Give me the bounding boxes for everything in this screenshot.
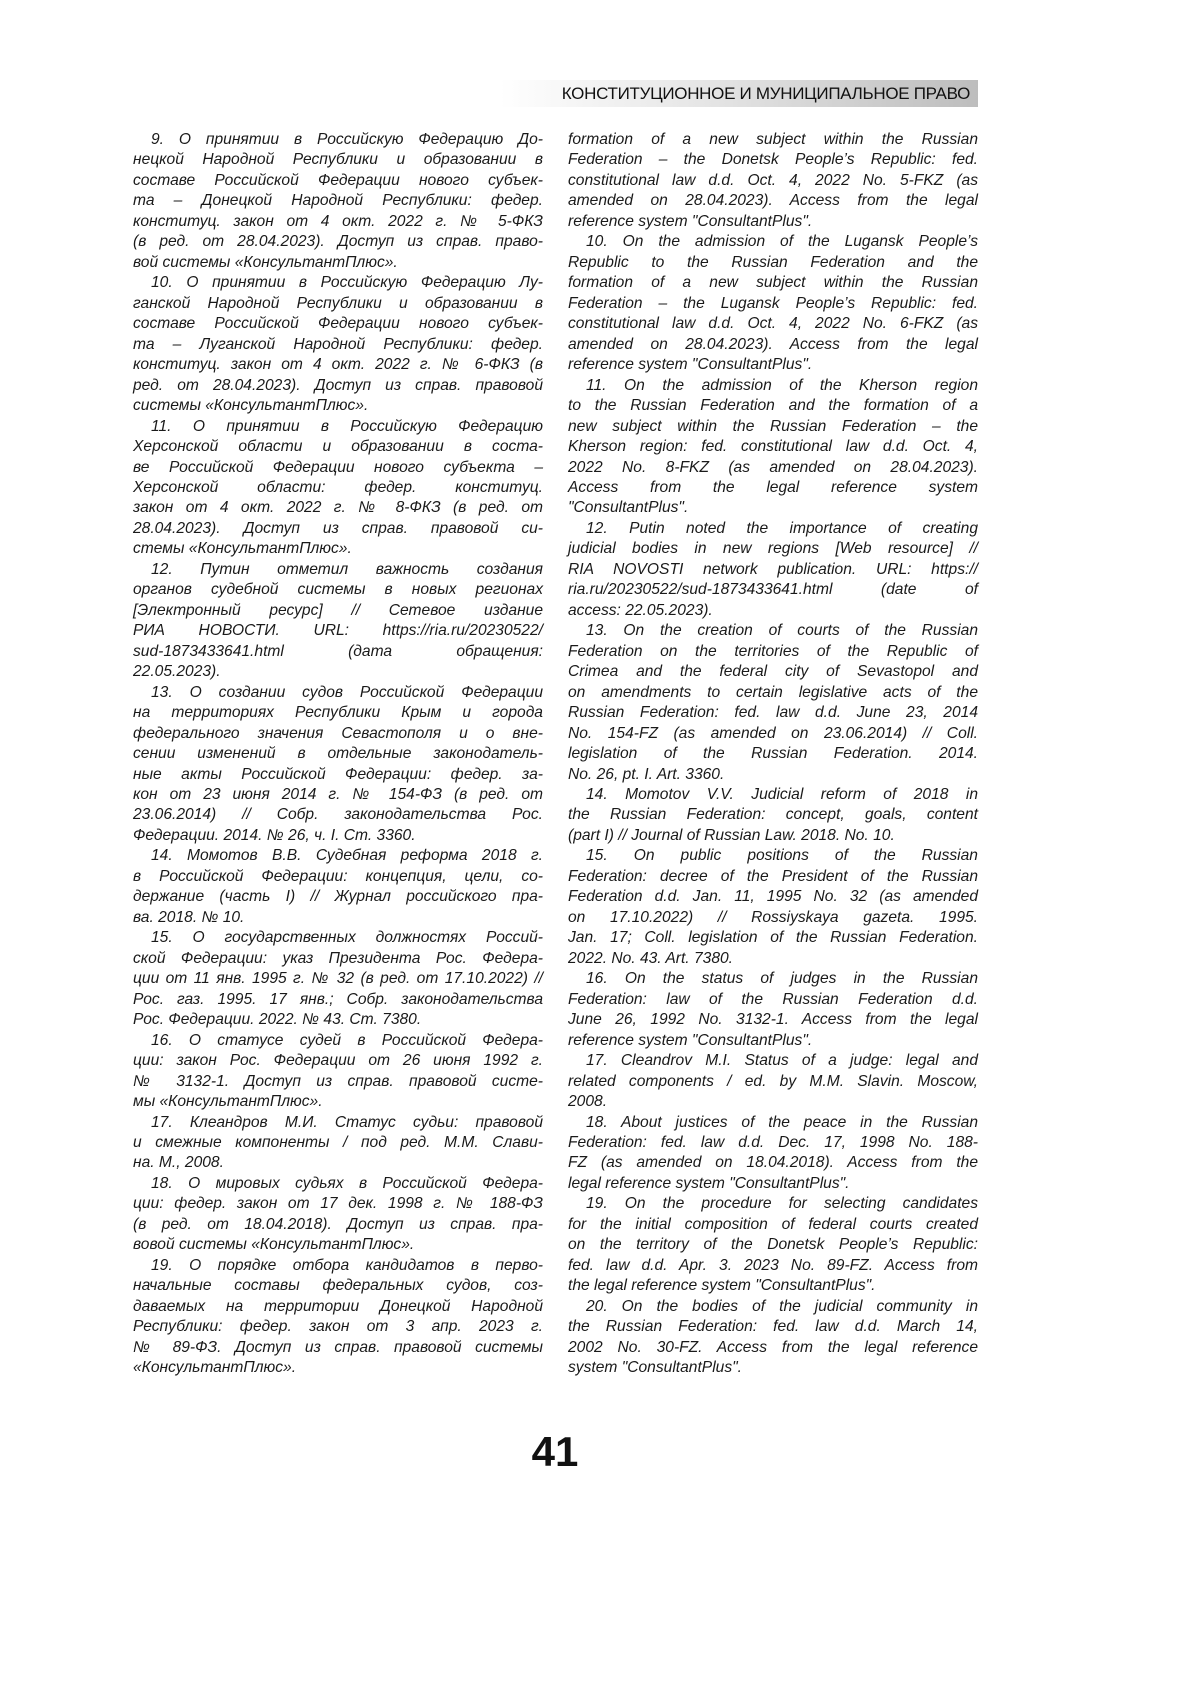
reference-line: Federation – the Lugansk People’s Republic: fed. bbox=[568, 294, 978, 314]
reference-line: держание (часть I) // Журнал российского пра- bbox=[133, 887, 543, 907]
reference-entry bbox=[133, 1113, 543, 1174]
reference-line: Республики: федер. закон от 3 апр. 2023 г. bbox=[133, 1317, 543, 1337]
reference-entry bbox=[568, 232, 978, 375]
reference-line: (в ред. от 28.04.2023). Доступ из справ. право- bbox=[133, 232, 543, 252]
reference-line: та – Луганской Народной Республики: федер. bbox=[133, 335, 543, 355]
reference-line: 11. On the admission of the Kherson region bbox=[568, 376, 978, 396]
reference-line: 22.05.2023). bbox=[133, 662, 543, 682]
reference-line: on 17.10.2022) // Rossiyskaya gazeta. 1995. bbox=[568, 908, 978, 928]
reference-line: ные акты Российской Федерации: федер. за- bbox=[133, 765, 543, 785]
reference-line: конституц. закон от 4 окт. 2022 г. № 5-ФКЗ bbox=[133, 212, 543, 232]
reference-entry bbox=[133, 1256, 543, 1379]
reference-line: reference system "ConsultantPlus". bbox=[568, 212, 978, 232]
reference-line: ria.ru/20230522/sud-1873433641.html (date of bbox=[568, 580, 978, 600]
reference-line: system "ConsultantPlus". bbox=[568, 1358, 978, 1378]
reference-line: 13. О создании судов Российской Федерации bbox=[133, 683, 543, 703]
reference-line: fed. law d.d. Apr. 3. 2023 No. 89-FZ. Access from bbox=[568, 1256, 978, 1276]
reference-line: amended on 28.04.2023). Access from the legal bbox=[568, 335, 978, 355]
reference-line: [Электронный ресурс] // Сетевое издание bbox=[133, 601, 543, 621]
reference-line: to the Russian Federation and the formation of a bbox=[568, 396, 978, 416]
reference-line: constitutional law d.d. Oct. 4, 2022 No. 5-FKZ (as bbox=[568, 171, 978, 191]
reference-line: 10. On the admission of the Lugansk People’s bbox=[568, 232, 978, 252]
reference-line: Jan. 17; Coll. legislation of the Russian Federation. bbox=[568, 928, 978, 948]
reference-line: № 89-ФЗ. Доступ из справ. правовой системы bbox=[133, 1338, 543, 1358]
reference-line: № 3132-1. Доступ из справ. правовой систе- bbox=[133, 1072, 543, 1092]
reference-line: 23.06.2014) // Собр. законодательства Рос. bbox=[133, 805, 543, 825]
reference-line: Federation: fed. law d.d. Dec. 17, 1998 No. 188- bbox=[568, 1133, 978, 1153]
reference-line: formation of a new subject within the Russian bbox=[568, 273, 978, 293]
reference-line: "ConsultantPlus". bbox=[568, 498, 978, 518]
reference-line: (в ред. от 18.04.2018). Доступ из справ. пра- bbox=[133, 1215, 543, 1235]
reference-line: 17. Клеандров М.И. Статус судьи: правовой bbox=[133, 1113, 543, 1133]
reference-line: 13. On the creation of courts of the Russian bbox=[568, 621, 978, 641]
reference-line: 16. On the status of judges in the Russian bbox=[568, 969, 978, 989]
reference-line: the legal reference system "ConsultantPlus". bbox=[568, 1276, 978, 1296]
reference-line: new subject within the Russian Federation – the bbox=[568, 417, 978, 437]
reference-line: Federation on the territories of the Republic of bbox=[568, 642, 978, 662]
reference-line: Access from the legal reference system bbox=[568, 478, 978, 498]
reference-entry bbox=[568, 969, 978, 1051]
reference-line: 18. О мировых судьях в Российской Федера- bbox=[133, 1174, 543, 1194]
reference-line: Russian Federation: fed. law d.d. June 23, 2014 bbox=[568, 703, 978, 723]
reference-line: ве Российской Федерации нового субъекта – bbox=[133, 458, 543, 478]
reference-line: 19. On the procedure for selecting candidates bbox=[568, 1194, 978, 1214]
reference-entry bbox=[133, 928, 543, 1030]
reference-line: 10. О принятии в Российскую Федерацию Лу- bbox=[133, 273, 543, 293]
reference-line: 17. Cleandrov M.I. Status of a judge: legal and bbox=[568, 1051, 978, 1071]
reference-entry bbox=[568, 130, 978, 232]
reference-entry bbox=[568, 1194, 978, 1296]
reference-entry bbox=[133, 846, 543, 928]
reference-line: 15. On public positions of the Russian bbox=[568, 846, 978, 866]
reference-line: 12. Путин отметил важность создания bbox=[133, 560, 543, 580]
reference-line: the Russian Federation: concept, goals, content bbox=[568, 805, 978, 825]
reference-line: 16. О статусе судей в Российской Федера- bbox=[133, 1031, 543, 1051]
reference-line: legislation of the Russian Federation. 2014. bbox=[568, 744, 978, 764]
reference-line: RIA NOVOSTI network publication. URL: https:// bbox=[568, 560, 978, 580]
reference-line: June 26, 1992 No. 3132-1. Access from the legal bbox=[568, 1010, 978, 1030]
reference-line: Херсонской области и образовании в соста- bbox=[133, 437, 543, 457]
reference-line: составе Российской Федерации нового субъек- bbox=[133, 171, 543, 191]
reference-line: 11. О принятии в Российскую Федерацию bbox=[133, 417, 543, 437]
reference-entry bbox=[568, 1113, 978, 1195]
reference-line: вой системы «КонсультантПлюс». bbox=[133, 253, 543, 273]
reference-line: No. 154-FZ (as amended on 23.06.2014) // Coll. bbox=[568, 724, 978, 744]
reference-line: 18. About justices of the peace in the Russian bbox=[568, 1113, 978, 1133]
reference-entry bbox=[568, 519, 978, 621]
reference-line: for the initial composition of federal courts created bbox=[568, 1215, 978, 1235]
reference-line: стемы «КонсультантПлюс». bbox=[133, 539, 543, 559]
reference-line: Republic to the Russian Federation and the bbox=[568, 253, 978, 273]
reference-line: (part I) // Journal of Russian Law. 2018. No. 10. bbox=[568, 826, 978, 846]
reference-line: 2008. bbox=[568, 1092, 978, 1112]
reference-entry bbox=[568, 1051, 978, 1112]
reference-line: ской Федерации: указ Президента Рос. Федера- bbox=[133, 949, 543, 969]
reference-line: 19. О порядке отбора кандидатов в перво- bbox=[133, 1256, 543, 1276]
page-number: 41 bbox=[0, 1428, 1110, 1476]
reference-entry bbox=[568, 376, 978, 519]
reference-line: the Russian Federation: fed. law d.d. March 14, bbox=[568, 1317, 978, 1337]
reference-line: 14. Momotov V.V. Judicial reform of 2018 in bbox=[568, 785, 978, 805]
reference-line: мы «КонсультантПлюс». bbox=[133, 1092, 543, 1112]
reference-entry bbox=[133, 273, 543, 416]
reference-line: системы «КонсультантПлюс». bbox=[133, 396, 543, 416]
reference-line: reference system "ConsultantPlus". bbox=[568, 1031, 978, 1051]
reference-line: составе Российской Федерации нового субъек- bbox=[133, 314, 543, 334]
reference-line: ганской Народной Республики и образовании в bbox=[133, 294, 543, 314]
reference-line: 2022 No. 8-FKZ (as amended on 28.04.2023). bbox=[568, 458, 978, 478]
reference-line: органов судебной системы в новых регионах bbox=[133, 580, 543, 600]
reference-line: ва. 2018. № 10. bbox=[133, 908, 543, 928]
reference-line: formation of a new subject within the Russian bbox=[568, 130, 978, 150]
reference-line: «КонсультантПлюс». bbox=[133, 1358, 543, 1378]
reference-line: на территориях Республики Крым и города bbox=[133, 703, 543, 723]
reference-line: конституц. закон от 4 окт. 2022 г. № 6-ФКЗ (в bbox=[133, 355, 543, 375]
reference-line: РИА НОВОСТИ. URL: https://ria.ru/20230522/ bbox=[133, 621, 543, 641]
reference-line: judicial bodies in new regions [Web resource] // bbox=[568, 539, 978, 559]
reference-line: даваемых на территории Донецкой Народной bbox=[133, 1297, 543, 1317]
reference-line: федерального значения Севастополя и о вне- bbox=[133, 724, 543, 744]
reference-line: access: 22.05.2023). bbox=[568, 601, 978, 621]
reference-line: 2022. No. 43. Art. 7380. bbox=[568, 949, 978, 969]
reference-line: on the territory of the Donetsk People’s Republic: bbox=[568, 1235, 978, 1255]
reference-line: и смежные компоненты / под ред. М.М. Слави- bbox=[133, 1133, 543, 1153]
reference-line: on amendments to certain legislative acts of the bbox=[568, 683, 978, 703]
running-header bbox=[500, 80, 978, 107]
reference-line: reference system "ConsultantPlus". bbox=[568, 355, 978, 375]
reference-line: нецкой Народной Республики и образовании в bbox=[133, 150, 543, 170]
reference-line: 9. О принятии в Российскую Федерацию До- bbox=[133, 130, 543, 150]
reference-line: Federation – the Donetsk People’s Republic: fed. bbox=[568, 150, 978, 170]
reference-line: related components / ed. by M.M. Slavin. Moscow, bbox=[568, 1072, 978, 1092]
references-russian-column bbox=[133, 130, 543, 1379]
reference-entry bbox=[133, 1174, 543, 1256]
reference-line: Federation: decree of the President of the Russian bbox=[568, 867, 978, 887]
reference-line: 20. On the bodies of the judicial community in bbox=[568, 1297, 978, 1317]
reference-entry bbox=[568, 785, 978, 846]
reference-line: начальные составы федеральных судов, соз- bbox=[133, 1276, 543, 1296]
reference-line: ции: закон Рос. Федерации от 26 июня 1992 г. bbox=[133, 1051, 543, 1071]
reference-line: Federation: law of the Russian Federation d.d. bbox=[568, 990, 978, 1010]
reference-line: constitutional law d.d. Oct. 4, 2022 No. 6-FKZ (as bbox=[568, 314, 978, 334]
reference-line: ред. от 28.04.2023). Доступ из справ. правовой bbox=[133, 376, 543, 396]
reference-line: Crimea and the federal city of Sevastopol and bbox=[568, 662, 978, 682]
reference-entry bbox=[133, 683, 543, 847]
reference-line: amended on 28.04.2023). Access from the legal bbox=[568, 191, 978, 211]
reference-line: ции: федер. закон от 17 дек. 1998 г. № 188-ФЗ bbox=[133, 1194, 543, 1214]
reference-line: 15. О государственных должностях Россий- bbox=[133, 928, 543, 948]
reference-line: Federation d.d. Jan. 11, 1995 No. 32 (as amended bbox=[568, 887, 978, 907]
reference-line: в Российской Федерации: концепция, цели, со- bbox=[133, 867, 543, 887]
reference-line: 28.04.2023). Доступ из справ. правовой си- bbox=[133, 519, 543, 539]
reference-line: та – Донецкой Народной Республики: федер. bbox=[133, 191, 543, 211]
reference-entry bbox=[568, 621, 978, 785]
reference-line: sud-1873433641.html (дата обращения: bbox=[133, 642, 543, 662]
reference-line: legal reference system "ConsultantPlus". bbox=[568, 1174, 978, 1194]
reference-line: FZ (as amended on 18.04.2018). Access from the bbox=[568, 1153, 978, 1173]
reference-line: Рос. газ. 1995. 17 янв.; Собр. законодательства bbox=[133, 990, 543, 1010]
reference-line: 14. Момотов В.В. Судебная реформа 2018 г. bbox=[133, 846, 543, 866]
reference-line: No. 26, pt. I. Art. 3360. bbox=[568, 765, 978, 785]
reference-line: Рос. Федерации. 2022. № 43. Ст. 7380. bbox=[133, 1010, 543, 1030]
reference-line: вовой системы «КонсультантПлюс». bbox=[133, 1235, 543, 1255]
reference-line: 12. Putin noted the importance of creating bbox=[568, 519, 978, 539]
reference-entry bbox=[133, 1031, 543, 1113]
references-english-column bbox=[568, 130, 978, 1379]
reference-line: Kherson region: fed. constitutional law d.d. Oct. 4, bbox=[568, 437, 978, 457]
reference-entry bbox=[133, 130, 543, 273]
section-title: КОНСТИТУЦИОННОЕ И МУНИЦИПАЛЬНОЕ ПРАВО bbox=[562, 84, 970, 104]
reference-line: Херсонской области: федер. конституц. bbox=[133, 478, 543, 498]
reference-entry bbox=[133, 560, 543, 683]
reference-entry bbox=[568, 1297, 978, 1379]
reference-line: 2002 No. 30-FZ. Access from the legal reference bbox=[568, 1338, 978, 1358]
reference-line: закон от 4 окт. 2022 г. № 8-ФКЗ (в ред. от bbox=[133, 498, 543, 518]
reference-line: на. М., 2008. bbox=[133, 1153, 543, 1173]
reference-line: сении изменений в отдельные законодатель- bbox=[133, 744, 543, 764]
reference-line: Федерации. 2014. № 26, ч. I. Ст. 3360. bbox=[133, 826, 543, 846]
reference-line: ции от 11 янв. 1995 г. № 32 (в ред. от 17.10.2022) // bbox=[133, 969, 543, 989]
reference-entry bbox=[568, 846, 978, 969]
reference-entry bbox=[133, 417, 543, 560]
reference-line: кон от 23 июня 2014 г. № 154-ФЗ (в ред. от bbox=[133, 785, 543, 805]
